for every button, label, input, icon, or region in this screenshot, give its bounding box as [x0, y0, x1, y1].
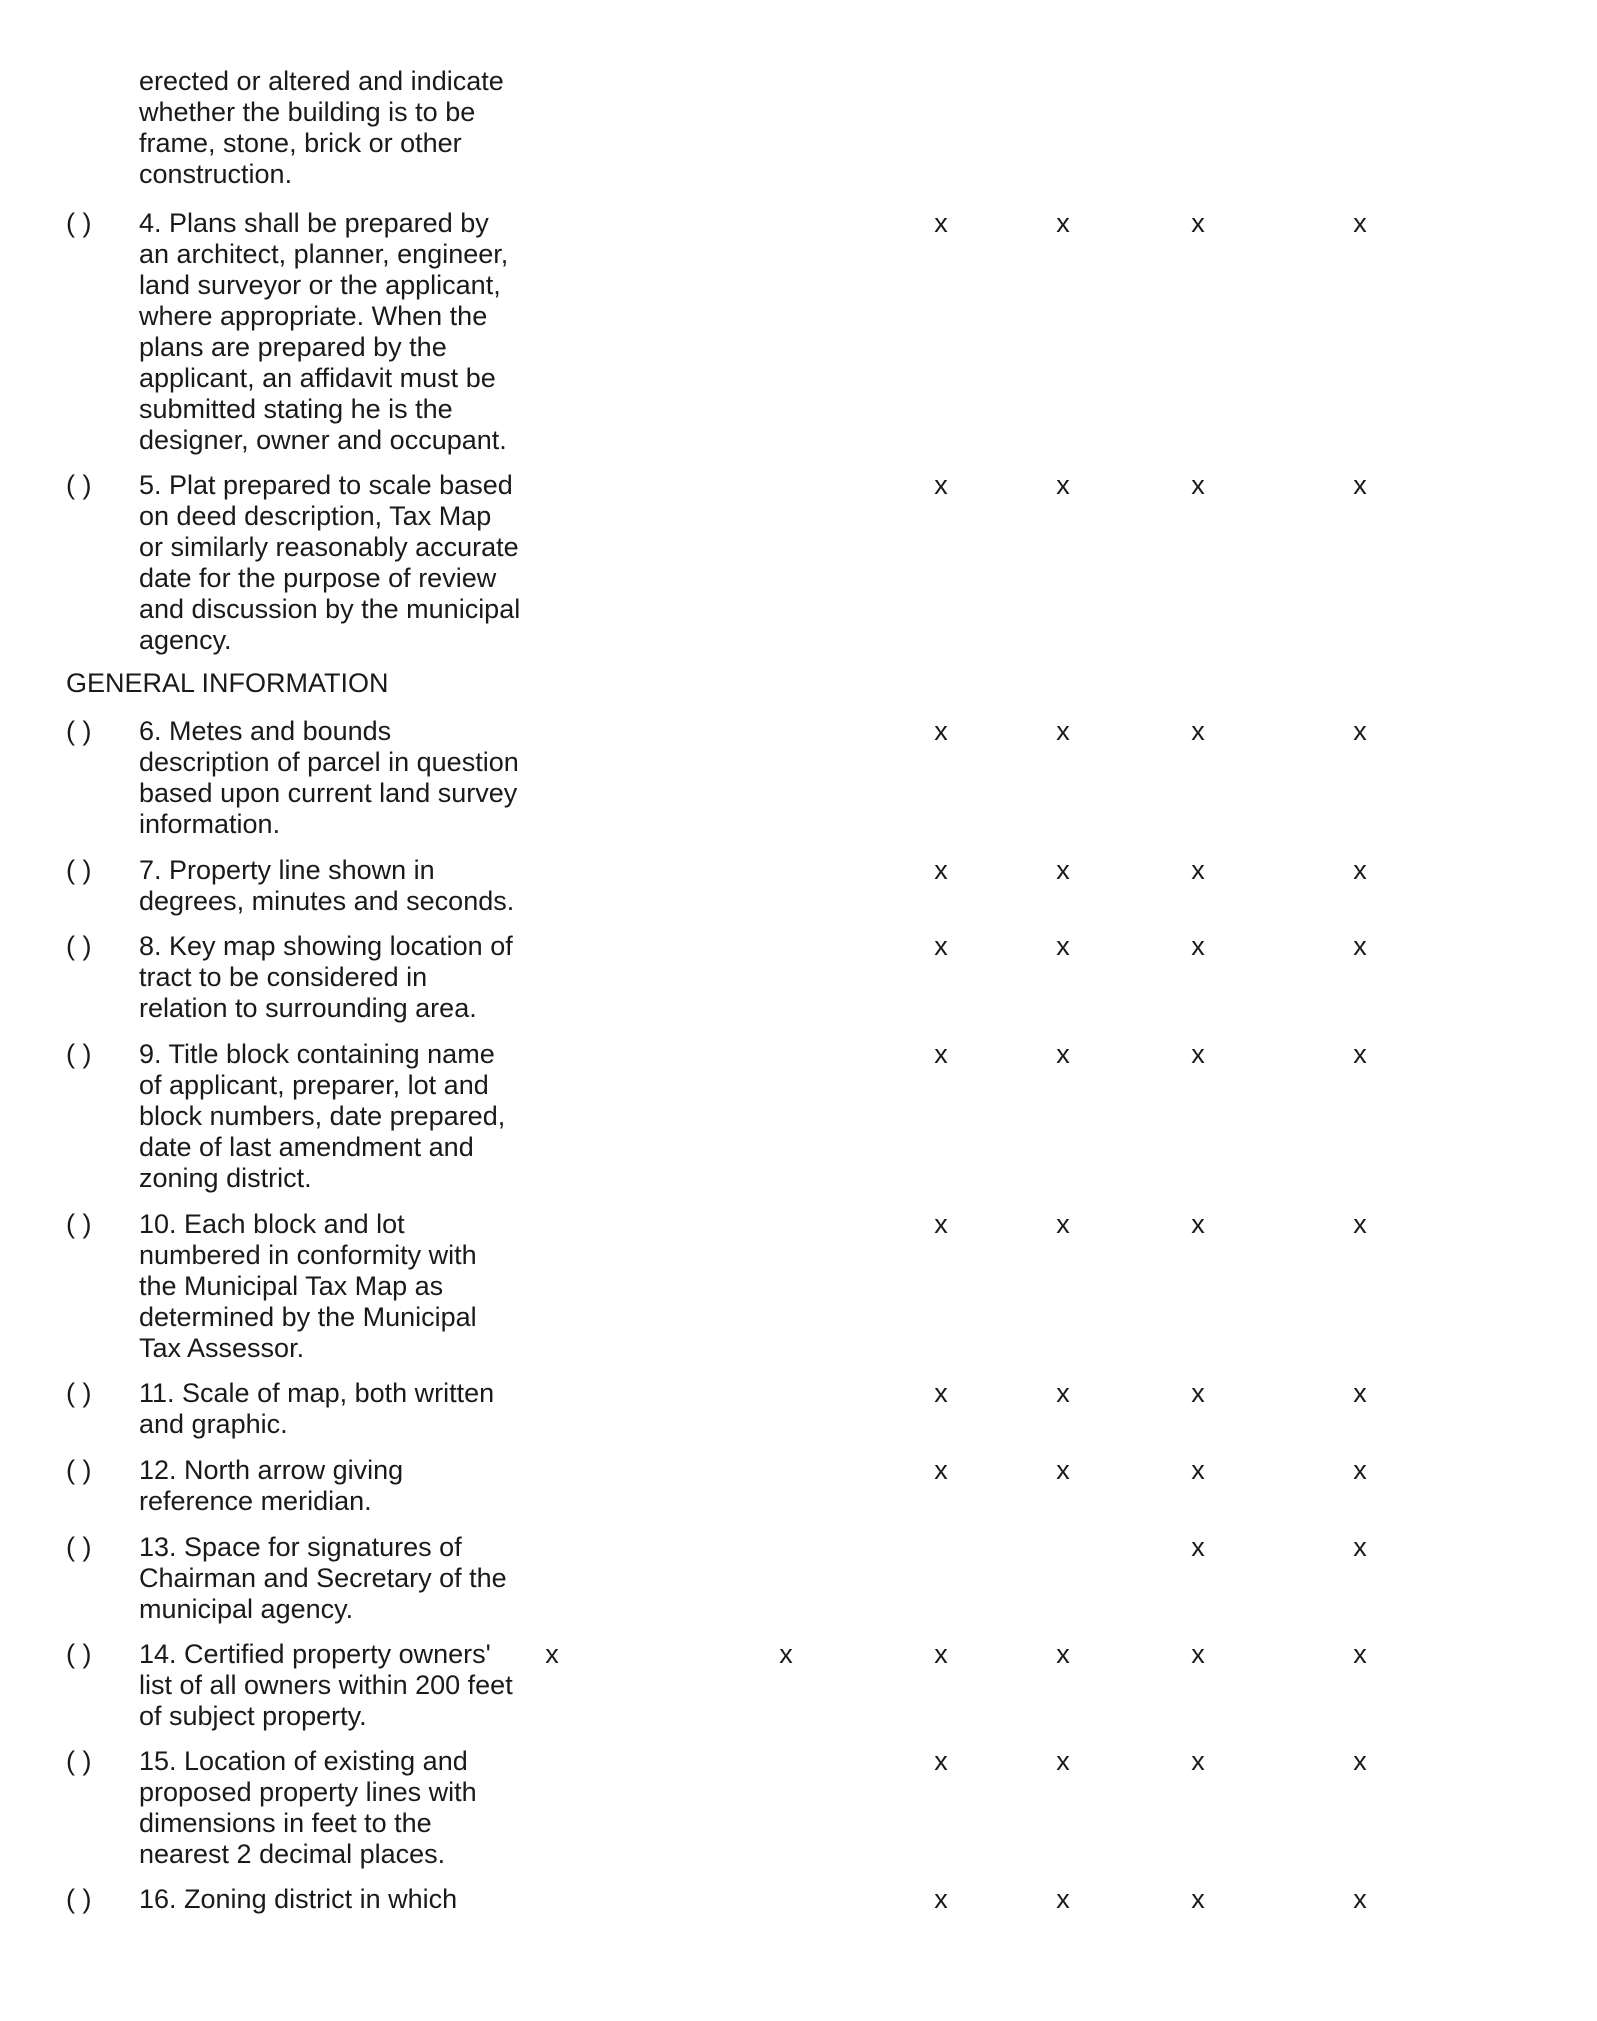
requirement-mark-col-5: x [1191, 931, 1205, 961]
requirement-mark-col-4: x [1056, 208, 1070, 238]
requirement-mark-col-4: x [1056, 855, 1070, 885]
item-checkbox[interactable]: ( ) [66, 470, 92, 500]
item-checkbox[interactable]: ( ) [66, 1455, 92, 1485]
requirement-mark-col-4: x [1056, 1378, 1070, 1408]
item-checkbox[interactable]: ( ) [66, 1884, 92, 1914]
item-checkbox[interactable]: ( ) [66, 1532, 92, 1562]
item-description: 4. Plans shall be prepared by an architect, planner, engineer, land surveyor or the applicant, where appropriate. When the plans are prepared by the applicant, an affidavit must be submitted stating he is the designer, owner and occupant. [139, 208, 509, 455]
item-description: 12. North arrow giving reference meridian. [139, 1455, 404, 1516]
requirement-mark-col-3: x [934, 855, 948, 885]
requirement-mark-col-3: x [934, 470, 948, 500]
requirement-mark-col-4: x [1056, 1746, 1070, 1776]
item-checkbox[interactable]: ( ) [66, 931, 92, 961]
requirement-mark-col-3: x [934, 1639, 948, 1669]
item-checkbox[interactable]: ( ) [66, 716, 92, 746]
item-checkbox[interactable]: ( ) [66, 1378, 92, 1408]
requirement-mark-col-4: x [1056, 1639, 1070, 1669]
item-description: 7. Property line shown in degrees, minutes and seconds. [139, 855, 515, 916]
requirement-mark-col-5: x [1191, 1039, 1205, 1069]
section-heading-general-information: GENERAL INFORMATION [66, 668, 389, 698]
requirement-mark-col-3: x [934, 1039, 948, 1069]
requirement-mark-col-4: x [1056, 470, 1070, 500]
requirement-mark-col-5: x [1191, 1209, 1205, 1239]
requirement-mark-col-6: x [1353, 1639, 1367, 1669]
requirement-mark-col-3: x [934, 931, 948, 961]
item-checkbox[interactable]: ( ) [66, 1209, 92, 1239]
requirement-mark-col-5: x [1191, 1639, 1205, 1669]
requirement-mark-col-3: x [934, 716, 948, 746]
item-description: 13. Space for signatures of Chairman and Secretary of the municipal agency. [139, 1532, 507, 1624]
item-description: 8. Key map showing location of tract to be considered in relation to surrounding area. [139, 931, 513, 1023]
requirement-mark-col-6: x [1353, 1209, 1367, 1239]
requirement-mark-col-6: x [1353, 716, 1367, 746]
item-description: 14. Certified property owners' list of all owners within 200 feet of subject property. [139, 1639, 513, 1731]
requirement-mark-col-4: x [1056, 1884, 1070, 1914]
requirement-mark-col-3: x [934, 208, 948, 238]
item-description: 16. Zoning district in which [139, 1884, 458, 1914]
requirement-mark-col-4: x [1056, 1455, 1070, 1485]
requirement-mark-col-5: x [1191, 208, 1205, 238]
requirement-mark-col-5: x [1191, 716, 1205, 746]
continuation-text: erected or altered and indicate whether the building is to be frame, stone, brick or other construction. [139, 66, 504, 189]
requirement-mark-col-6: x [1353, 1532, 1367, 1562]
item-checkbox[interactable]: ( ) [66, 855, 92, 885]
requirement-mark-col-4: x [1056, 716, 1070, 746]
requirement-mark-col-4: x [1056, 931, 1070, 961]
requirement-mark-col-3: x [934, 1378, 948, 1408]
requirement-mark-col-4: x [1056, 1209, 1070, 1239]
requirement-mark-col-6: x [1353, 208, 1367, 238]
requirement-mark-col-6: x [1353, 470, 1367, 500]
item-checkbox[interactable]: ( ) [66, 1039, 92, 1069]
item-description: 5. Plat prepared to scale based on deed description, Tax Map or similarly reasonably accurate date for the purpose of review and discussion by the municipal agency. [139, 470, 521, 655]
requirement-mark-col-5: x [1191, 470, 1205, 500]
requirement-mark-col-4: x [1056, 1039, 1070, 1069]
requirement-mark-col-6: x [1353, 1039, 1367, 1069]
requirement-mark-col-5: x [1191, 1746, 1205, 1776]
requirement-mark-col-6: x [1353, 931, 1367, 961]
requirement-mark-col-6: x [1353, 1378, 1367, 1408]
item-checkbox[interactable]: ( ) [66, 208, 92, 238]
requirement-mark-col-3: x [934, 1884, 948, 1914]
requirement-mark-col-5: x [1191, 855, 1205, 885]
item-description: 15. Location of existing and proposed property lines with dimensions in feet to the nearest 2 decimal places. [139, 1746, 477, 1869]
item-description: 6. Metes and bounds description of parcel in question based upon current land survey information. [139, 716, 519, 839]
item-checkbox[interactable]: ( ) [66, 1746, 92, 1776]
requirement-mark-col-2: x [779, 1639, 793, 1669]
requirement-mark-col-3: x [934, 1746, 948, 1776]
requirement-mark-col-3: x [934, 1209, 948, 1239]
item-description: 11. Scale of map, both written and graphic. [139, 1378, 495, 1439]
requirement-mark-col-5: x [1191, 1455, 1205, 1485]
requirement-mark-col-5: x [1191, 1378, 1205, 1408]
item-description: 10. Each block and lot numbered in conformity with the Municipal Tax Map as determined by the Municipal Tax Assessor. [139, 1209, 477, 1363]
requirement-mark-col-6: x [1353, 1746, 1367, 1776]
requirement-mark-col-6: x [1353, 1455, 1367, 1485]
item-checkbox[interactable]: ( ) [66, 1639, 92, 1669]
requirement-mark-col-5: x [1191, 1532, 1205, 1562]
requirement-mark-col-3: x [934, 1455, 948, 1485]
item-description: 9. Title block containing name of applicant, preparer, lot and block numbers, date prepared, date of last amendment and zoning district. [139, 1039, 506, 1193]
requirement-mark-col-5: x [1191, 1884, 1205, 1914]
requirement-mark-col-6: x [1353, 855, 1367, 885]
requirement-mark-col-1: x [545, 1639, 559, 1669]
requirement-mark-col-6: x [1353, 1884, 1367, 1914]
